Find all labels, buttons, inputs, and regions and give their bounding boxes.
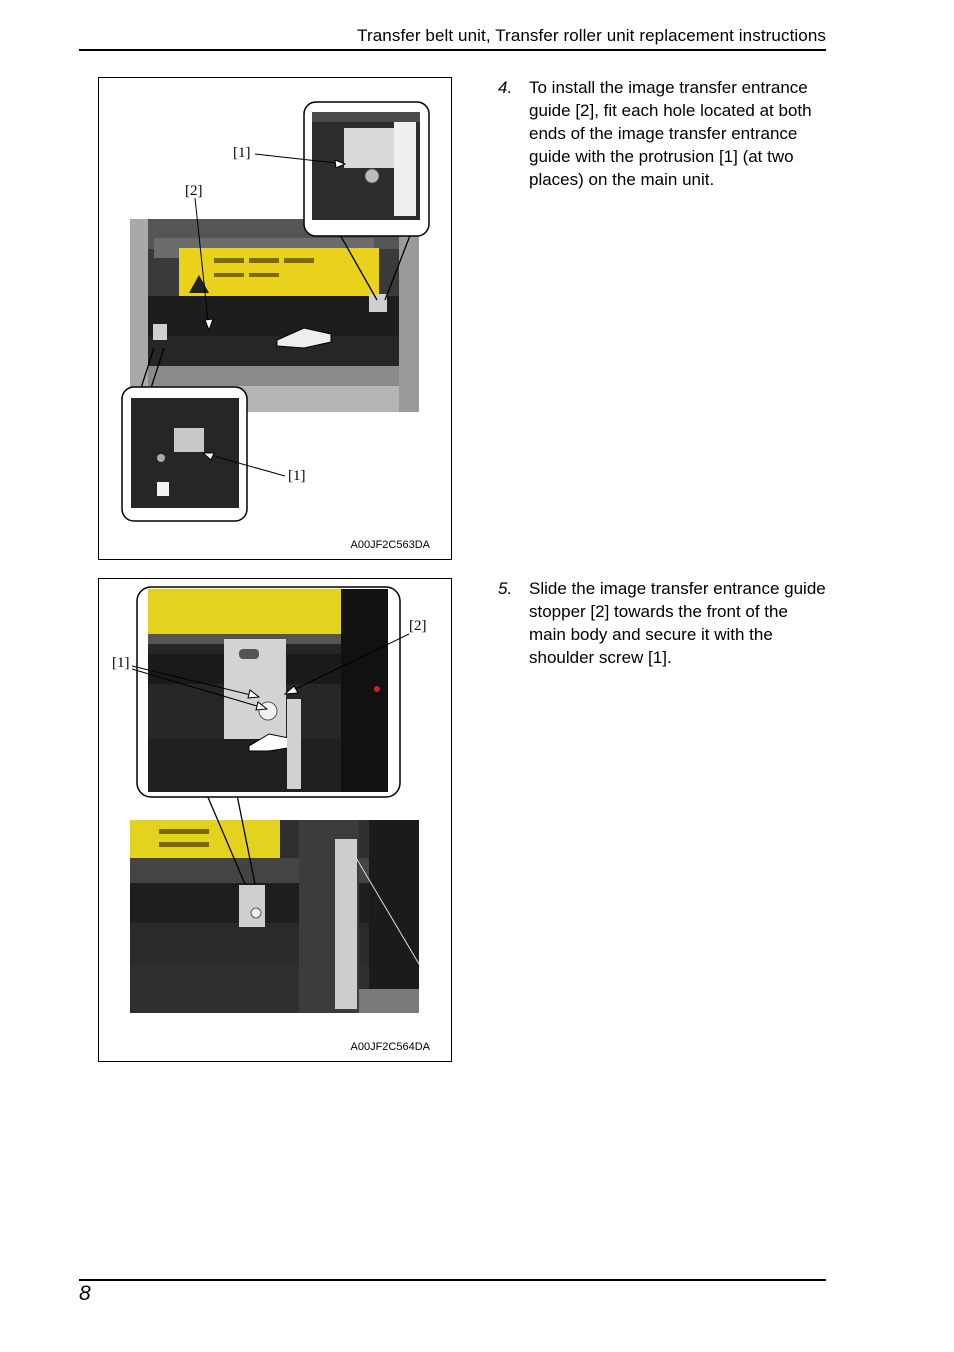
callout-shoulder-screw: [1]: [112, 655, 130, 671]
step-number: 4.: [498, 78, 513, 97]
figure-1-illustration: [99, 78, 451, 559]
page-number: 8: [79, 1282, 91, 1305]
header-title: Transfer belt unit, Transfer roller unit replacement instructions: [357, 26, 826, 45]
figure-code: A00JF2C563DA: [350, 539, 430, 551]
step-text: To install the image transfer entrance guide [2], fit each hole located at both ends of the image transfer entrance guide with the protrusion [1] (at two places) on the main unit.: [529, 78, 812, 189]
callout-guide-stopper: [2]: [409, 618, 427, 634]
callout-protrusion-bottom: [1]: [288, 468, 306, 484]
figure-secure-guide-stopper: [98, 578, 452, 1062]
footer-rule: [79, 1279, 826, 1281]
callout-protrusion-top: [1]: [233, 145, 251, 161]
header-rule: [79, 49, 826, 51]
callout-entrance-guide: [2]: [185, 183, 203, 199]
figure-2-illustration: [99, 579, 451, 1061]
figure-code: A00JF2C564DA: [350, 1041, 430, 1053]
figure-install-entrance-guide: [98, 77, 452, 560]
step-number: 5.: [498, 579, 513, 598]
step-text: Slide the image transfer entrance guide stopper [2] towards the front of the main body and secure it with the shoulder screw [1].: [529, 579, 826, 667]
